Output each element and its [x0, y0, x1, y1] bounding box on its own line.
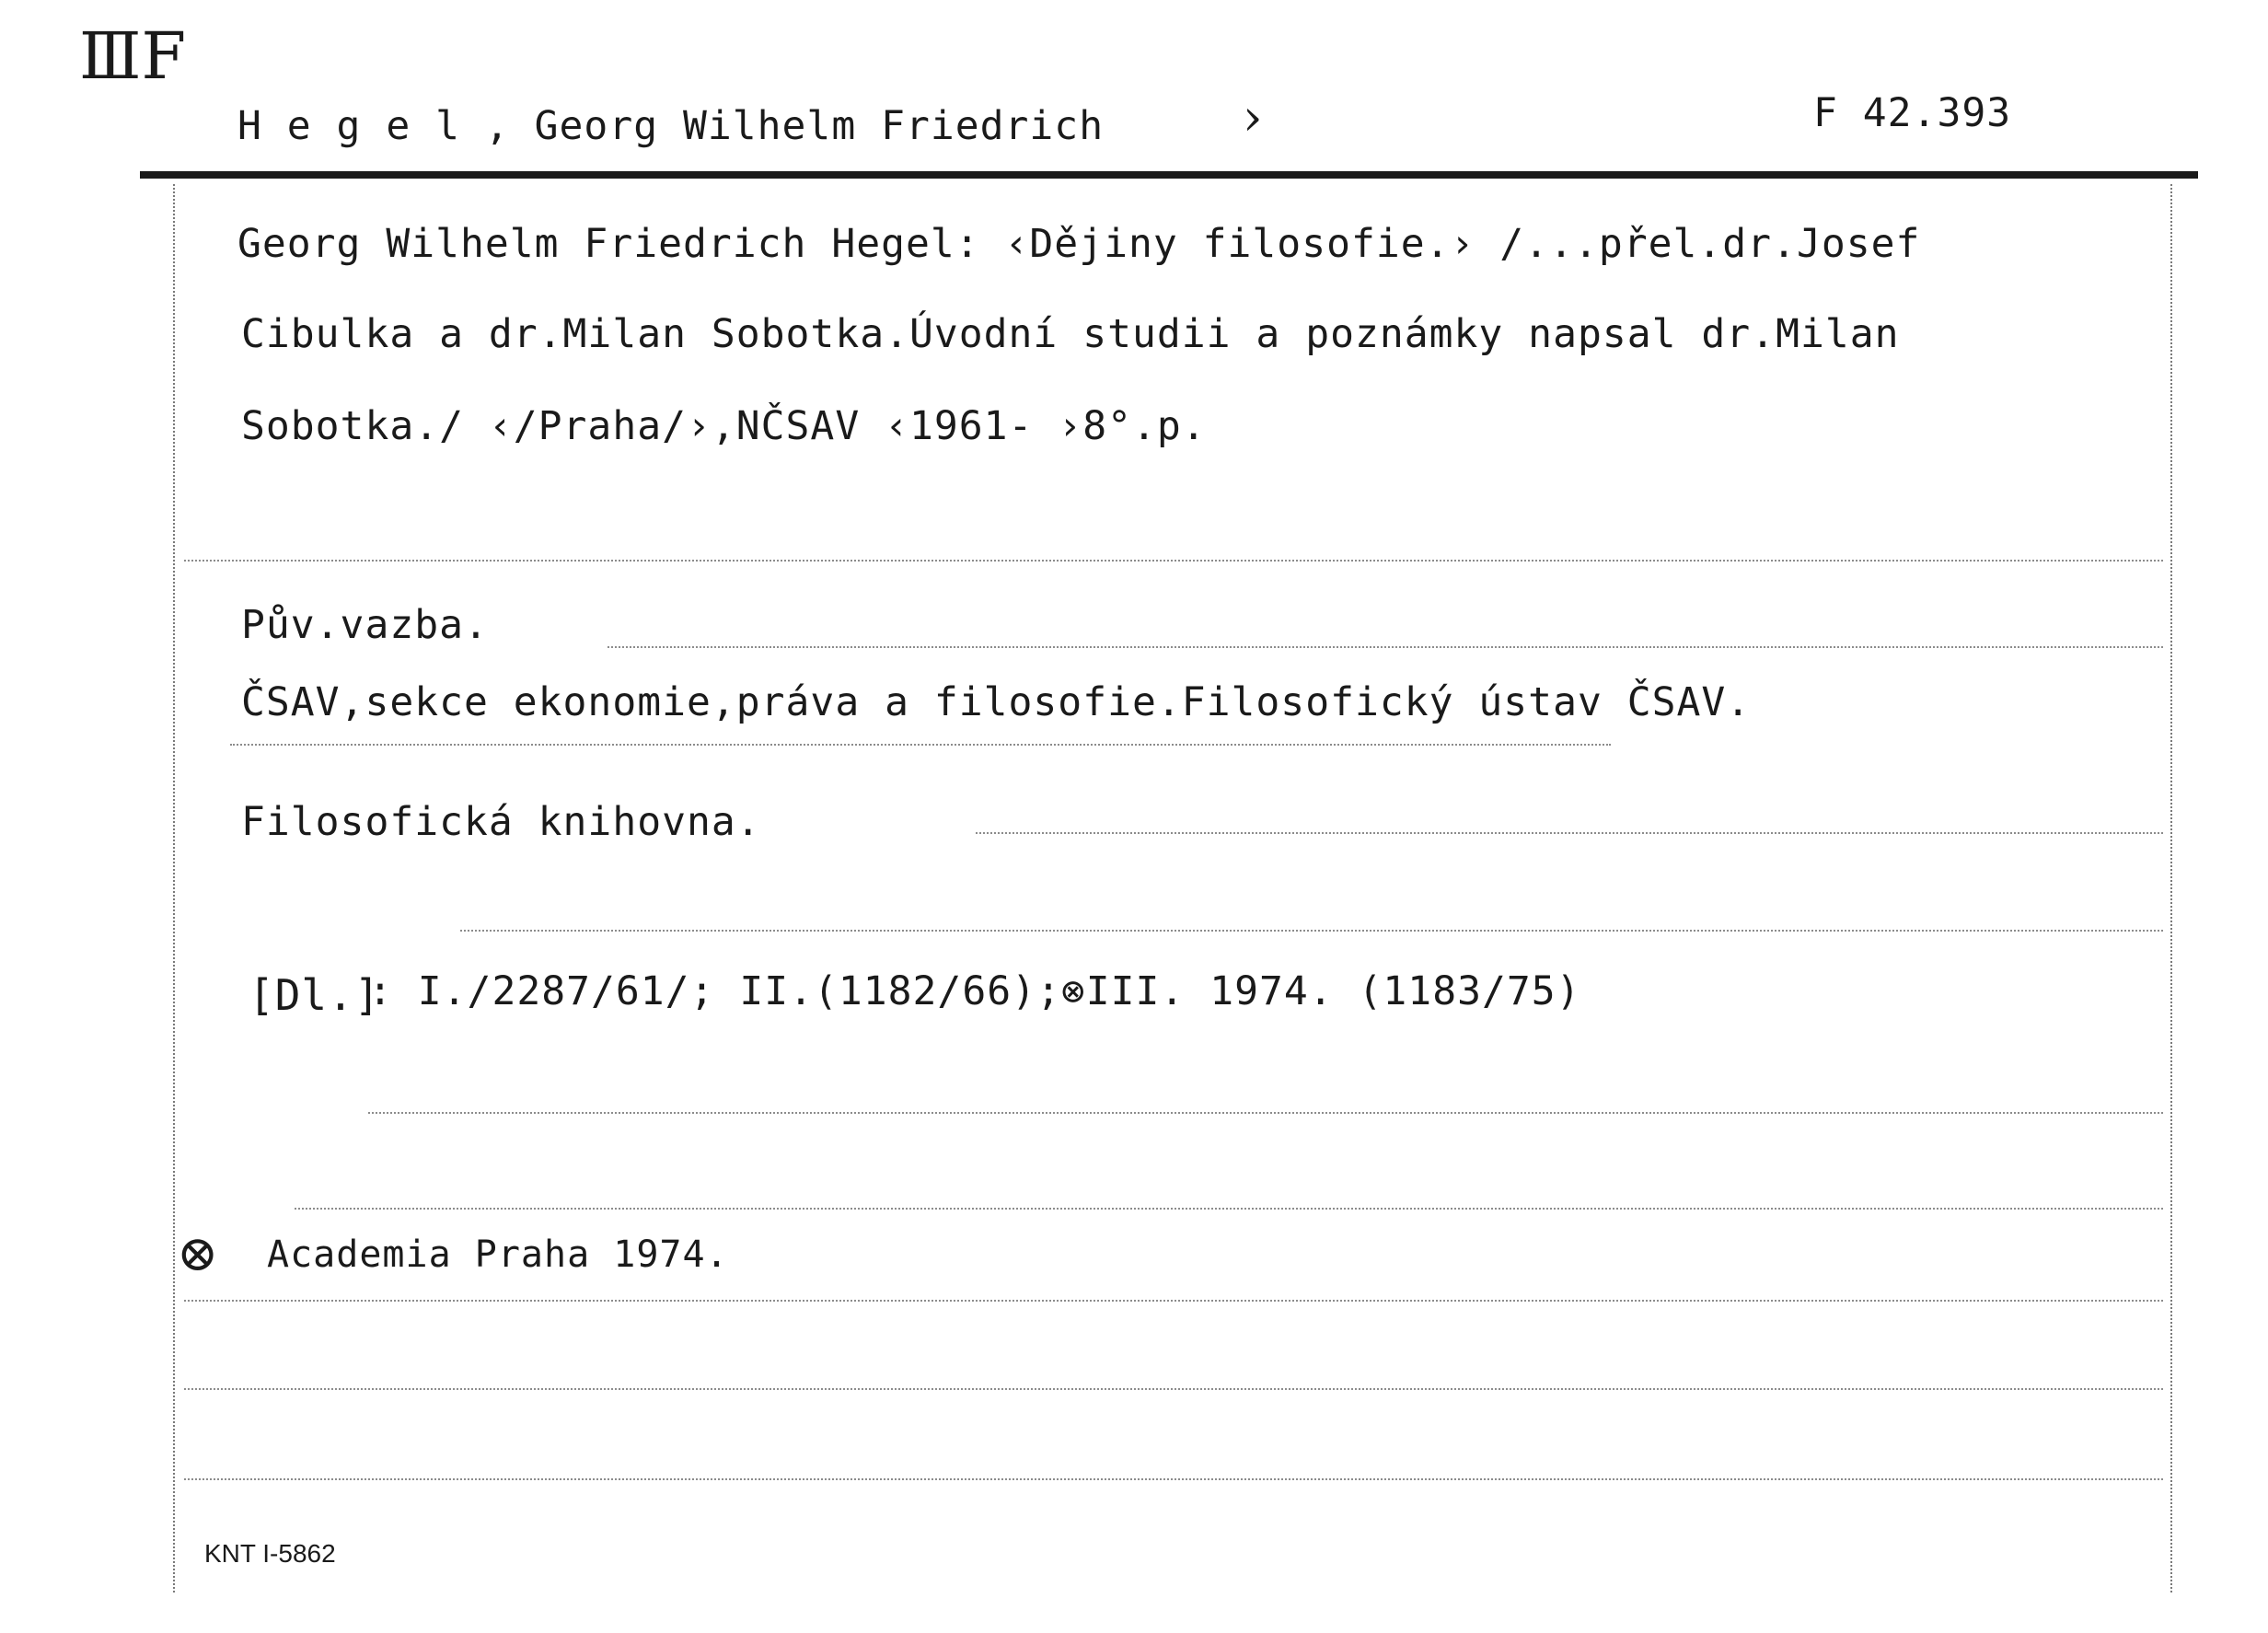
ruled-line — [184, 1478, 2163, 1480]
holdings-volumes: : I./2287/61/; II.(1182/66);⊗III. 1974. (1183/75) — [368, 968, 1581, 1014]
note-binding: Pův.vazba. — [241, 602, 489, 648]
title-line-3: Sobotka./ ‹/Praha/›,NČSAV ‹1961- ›8°.p. — [241, 403, 1207, 449]
note-publisher: ČSAV,sekce ekonomie,práva a filosofie.Filosofický ústav ČSAV. — [241, 679, 1752, 725]
ruled-line — [295, 1208, 2163, 1210]
title-line-2: Cibulka a dr.Milan Sobotka.Úvodní studii a poznámky napsal dr.Milan — [241, 311, 1900, 357]
holdings-label: [Dl.] — [249, 970, 381, 1020]
left-margin-line — [173, 184, 175, 1592]
ruled-line — [184, 1388, 2163, 1390]
ruled-line — [230, 744, 1611, 746]
heading-rule — [140, 171, 2198, 179]
ruled-line — [184, 1300, 2163, 1302]
classification-mark: ⅢF — [79, 18, 187, 94]
ruled-line — [460, 930, 2163, 932]
ruled-line — [608, 646, 2163, 648]
form-code: KNT I-5862 — [204, 1539, 336, 1568]
ruled-line — [976, 832, 2163, 834]
right-margin-line — [2170, 184, 2172, 1592]
heading-marker: › — [1243, 88, 1263, 146]
footnote-mark: ⊗ — [177, 1224, 219, 1282]
ruled-line — [184, 560, 2163, 562]
ruled-line — [368, 1112, 2163, 1114]
heading-author: H e g e l , Georg Wilhelm Friedrich — [237, 103, 1105, 149]
title-line-1: Georg Wilhelm Friedrich Hegel: ‹Dějiny filosofie.› /...přel.dr.Josef — [237, 221, 1921, 267]
note-series: Filosofická knihovna. — [241, 799, 761, 845]
call-number: F 42.393 — [1813, 90, 2012, 136]
footnote-imprint: Academia Praha 1974. — [267, 1233, 729, 1276]
